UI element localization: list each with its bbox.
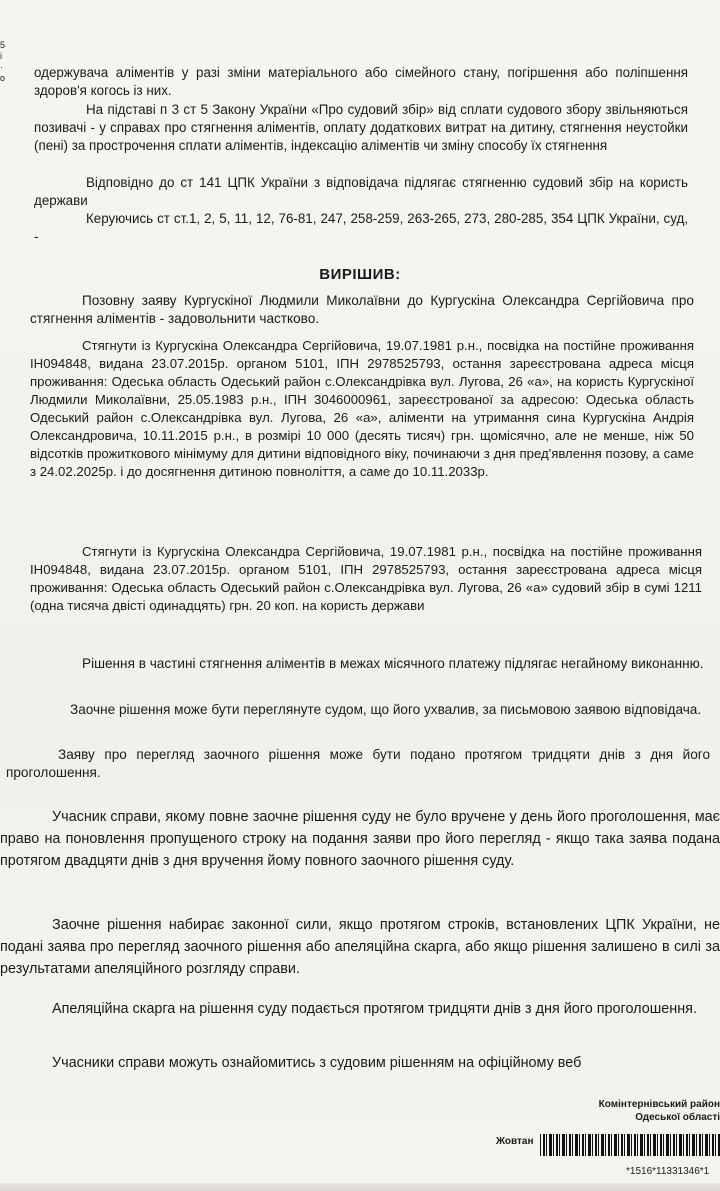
barcode-icon <box>540 1134 720 1156</box>
barcode-number: *1516*11331346*1 <box>626 1166 710 1177</box>
paragraph-5-text: Позовну заяву Кургускіної Людмили Миколаївни до Кургускіна Олександра Сергійовича про стягнення аліментів - задовольнити частково. <box>30 293 694 326</box>
margin-marks: 5 і · о <box>0 40 6 83</box>
paragraph-13 <box>0 998 720 1020</box>
paragraph-14 <box>0 1052 720 1074</box>
paragraph-5 <box>30 292 694 328</box>
court-stamp <box>480 1098 720 1124</box>
paragraph-7-text: Стягнути із Кургускіна Олександра Сергійовича, 19.07.1981 р.н., посвідка на постійне проживання ІН094848, видана 23.07.2015р. органом 5101, ІПН 2978525793, остання зареєстрована адреса місця проживання: Одеська область Одеський район с.Олександрівка вул. Лугова, 26 «а» судовий збір в сумі 1211 (одна тисяча двісті одинадцять) грн. 20 коп. на користь держави <box>30 544 702 613</box>
paragraph-3-text: Відповідно до ст 141 ЦПК України з відповідача підлягає стягненню судовий збір на користь держави <box>34 175 688 208</box>
paragraph-7 <box>30 543 702 615</box>
paragraph-14-text: Учасники справи можуть ознайомитись з судовим рішенням на офіційному веб <box>52 1055 582 1071</box>
stamp-line-2: Одеської області <box>635 1112 720 1123</box>
stamp-signature-row <box>496 1134 720 1164</box>
paragraph-9 <box>18 701 708 719</box>
paragraph-8 <box>30 655 706 673</box>
paragraph-10 <box>6 746 710 782</box>
paragraph-11-text: Учасник справи, якому повне заочне рішення суду не було вручене у день його проголошення, має право на поновлення пропущеного строку на подання заяви про його перегляд - якщо така заява подана протягом двадцяти днів з дня вручення йому повного заочного рішення суду. <box>0 809 720 869</box>
paragraph-13-text: Апеляційна скарга на рішення суду подається протягом тридцяти днів з дня його проголошення. <box>52 1001 697 1017</box>
paragraph-6-text: Стягнути із Кургускіна Олександра Сергійовича, 19.07.1981 р.н., посвідка на постійне проживання ІН094848, видана 23.07.2015р. органом 5101, ІПН 2978525793, остання зареєстрована адреса місця проживання: Одеська область Одеський район с.Олександрівка вул. Лугова, 26 «а», на користь Кургускіної Людмили Миколаївни, 25.05.1983 р.н., ІПН 3046000961, зареєстрованої за адресою: Одеська область Одеський район с.Олександрівка вул. Лугова, 26 «а», аліменти на утримання сина Кургускіна Андрія Олександровича, 10.11.2015 р.н., в розмірі 10 000 (десять тисяч) грн. щомісячно, але не менше, ніж 50 відсотків прожиткового мінімуму для дитини відповідного віку, починаючи з дня пред'явлення позову, а саме з 24.02.2025р. і до досягнення дитиною повноліття, а саме до 10.11.2033р. <box>30 338 694 479</box>
paragraph-2 <box>34 101 688 155</box>
paragraph-4 <box>34 210 688 246</box>
paragraph-12 <box>0 914 720 980</box>
paragraph-3 <box>34 174 688 210</box>
paragraph-1 <box>34 64 688 100</box>
paragraph-6 <box>30 337 694 481</box>
stamp-name: Жовтан <box>496 1136 534 1147</box>
paragraph-8-text: Рішення в частині стягнення аліментів в межах місячного платежу підлягає негайному виконанню. <box>82 656 704 671</box>
paragraph-11 <box>0 806 720 872</box>
paragraph-10-text: Заяву про перегляд заочного рішення може бути подано протягом тридцяти днів з дня його проголошення. <box>6 747 710 780</box>
paragraph-4-text: Керуючись ст ст.1, 2, 5, 11, 12, 76-81, 247, 258-259, 263-265, 273, 280-285, 354 ЦПК України, суд, - <box>34 211 688 244</box>
paragraph-9-text: Заочне рішення може бути переглянуте судом, що його ухвалив, за письмовою заявою відповідача. <box>70 702 702 717</box>
stamp-line-1: Комінтернівський район <box>598 1099 720 1110</box>
paragraph-12-text: Заочне рішення набирає законної сили, якщо протягом строків, встановлених ЦПК України, не подані заява про перегляд заочного рішення або апеляційна скарга, або якщо рішення залишено в силі за результатами апеляційного розгляду справи. <box>0 917 720 977</box>
page-bottom-edge <box>0 1183 720 1191</box>
paragraph-2-text: На підставі п 3 ст 5 Закону України «Про судовий збір» від сплати судового збору звільняються позивачі - у справах про стягнення аліментів, оплату додаткових витрат на дитину, стягнення неустойки (пені) за прострочення сплати аліментів, індексацію аліментів чи зміну способу їх стягнення <box>34 102 688 153</box>
paragraph-1-text: одержувача аліментів у разі зміни матеріального або сімейного стану, погіршення або поліпшення здоров'я когось із них. <box>34 65 688 98</box>
decision-heading: ВИРІШИВ: <box>319 266 401 283</box>
